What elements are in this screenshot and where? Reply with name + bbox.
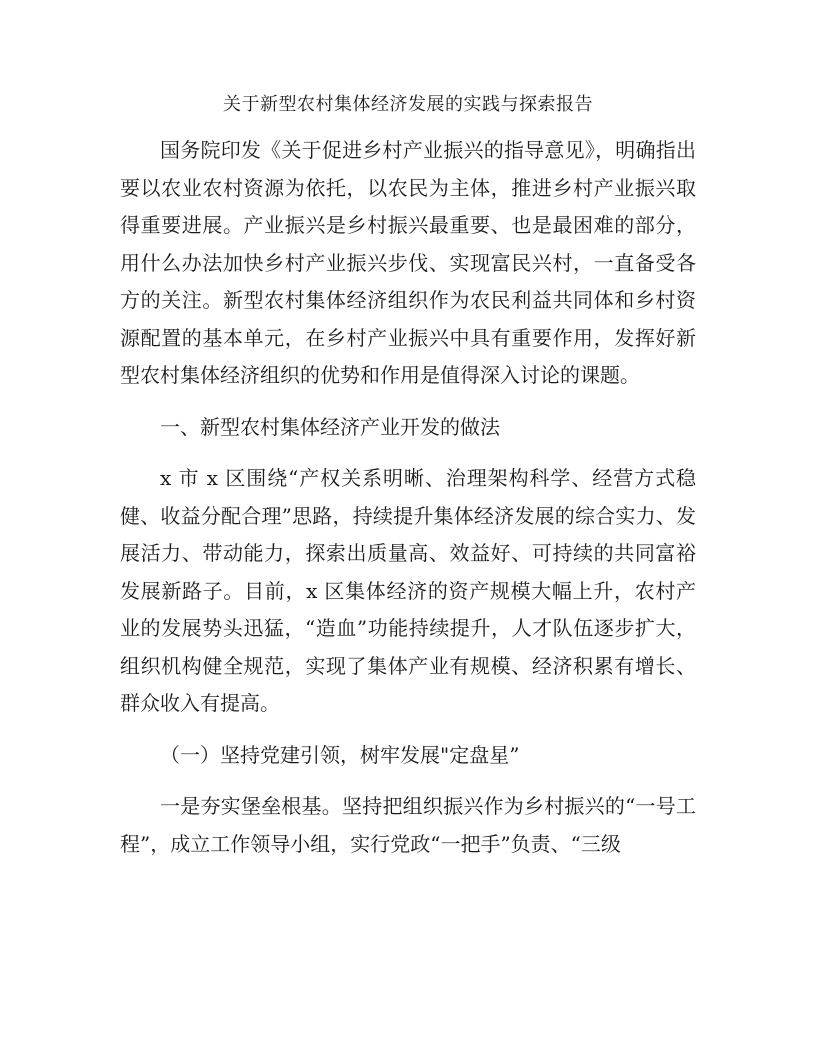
intro-paragraph: 国务院印发《关于促进乡村产业振兴的指导意见》，明确指出要以农业农村资源为依托，以农民为主体，推进乡村产业振兴取得重要进展。产业振兴是乡村振兴最重要、也是最困难的部分，用什么办法加快乡村产业振兴步伐、实现富民兴村，一直备受各方的关注。新型农村集体经济组织作为农民利益共同体和乡村资源配置的基本单元，在乡村产业振兴中具有重要作用，发挥好新型农村集体经济组织的优势和作用是值得深入讨论的课题。	[120, 138, 696, 387]
section-paragraph-1: x 市 x 区围绕“产权关系明晰、治理架构科学、经营方式稳健、收益分配合理”思路，持续提升集体经济发展的综合实力、发展活力、带动能力，探索出质量高、效益好、可持续的共同富裕发展新路子。目前，x 区集体经济的资产规模大幅上升，农村产业的发展势头迅猛，“造血”功能持续提升，人才队伍逐步扩大，组织机构健全规范，实现了集体产业有规模、经济积累有增长、群众收入有提高。	[120, 466, 696, 715]
section-heading-1: 一、新型农村集体经济产业开发的做法	[160, 414, 500, 439]
subsection-heading-1: （一）坚持党建引领，树牢发展"定盘星”	[160, 742, 520, 767]
subsection-paragraph-1: 一是夯实堡垒根基。坚持把组织振兴作为乡村振兴的“一号工程”，成立工作领导小组，实行党政“一把手”负责、“三级	[120, 794, 696, 856]
document-title: 关于新型农村集体经济发展的实践与探索报告	[223, 94, 593, 115]
document-page	[120, 90, 696, 863]
